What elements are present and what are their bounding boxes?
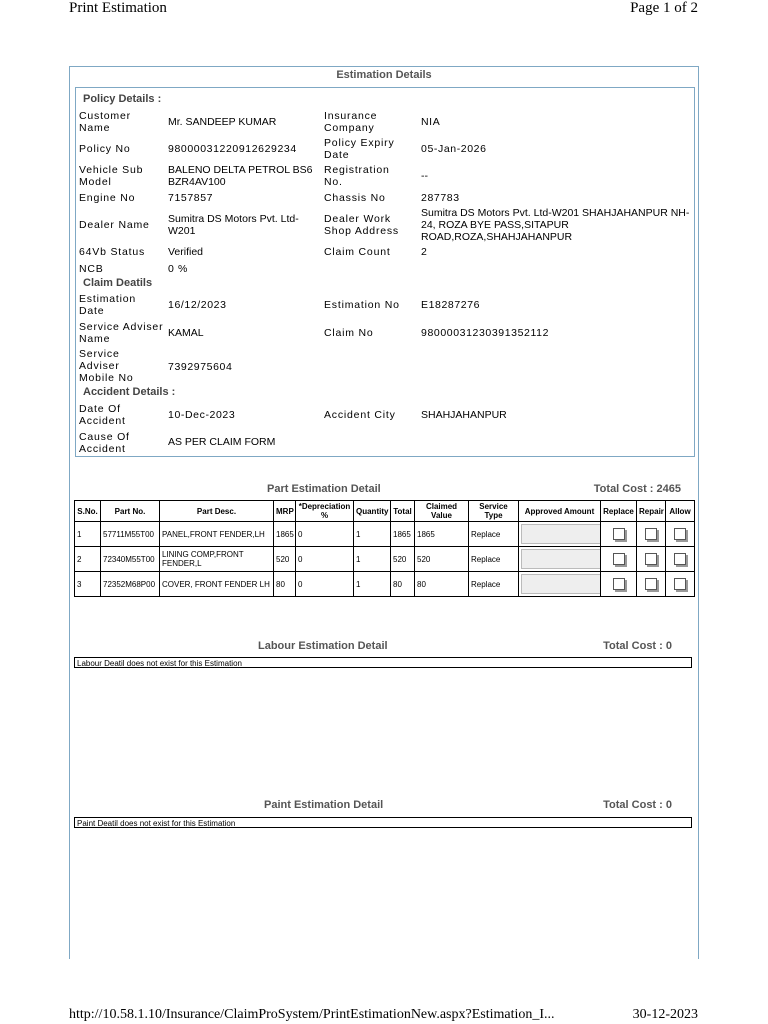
table-row <box>75 572 695 597</box>
allow-checkbox[interactable] <box>674 553 686 565</box>
accident-details-heading: Accident Details : <box>83 386 176 398</box>
table-cell: 1 <box>354 547 391 572</box>
table-cell: 1 <box>354 522 391 547</box>
column-header: Service Type <box>469 501 519 522</box>
approved-amount-cell <box>519 522 601 547</box>
registration-value: -- <box>421 170 428 182</box>
chassis-no-value: 287783 <box>421 192 460 204</box>
accident-date-value: 10-Dec-2023 <box>168 409 236 421</box>
estimation-no-label: Estimation No <box>324 299 400 311</box>
replace-checkbox[interactable] <box>613 553 625 565</box>
column-header: MRP <box>274 501 296 522</box>
repair-checkbox[interactable] <box>645 553 657 565</box>
dealer-address-label: Dealer Work Shop Address <box>324 213 399 237</box>
policy-no-label: Policy No <box>79 143 131 155</box>
replace-checkbox[interactable] <box>613 578 625 590</box>
insurance-company-value: NIA <box>421 116 441 128</box>
approved-amount-cell <box>519 572 601 597</box>
page-url: http://10.58.1.10/Insurance/ClaimProSystem/PrintEstimationNew.aspx?Estimation_I... <box>69 1007 555 1022</box>
ncb-value: 0 % <box>168 263 188 275</box>
table-cell: 520 <box>415 547 469 572</box>
part-estimation-title: Part Estimation Detail <box>267 483 381 495</box>
column-header: Allow <box>666 501 695 522</box>
estimation-title: Estimation Details <box>336 69 432 81</box>
table-cell: 57711M55T00 <box>101 522 160 547</box>
policy-no-value: 98000031220912629234 <box>168 143 297 155</box>
table-cell: 72340M55T00 <box>101 547 160 572</box>
column-header: Approved Amount <box>519 501 601 522</box>
part-estimation-table <box>74 500 695 597</box>
table-cell: Replace <box>469 547 519 572</box>
customer-name-label: Customer Name <box>79 110 131 134</box>
estimation-no-value: E18287276 <box>421 299 481 311</box>
ncb-label: NCB <box>79 263 104 275</box>
table-row <box>75 547 695 572</box>
policy-expiry-value: 05-Jan-2026 <box>421 143 487 155</box>
replace-cell <box>601 547 637 572</box>
column-header: Part No. <box>101 501 160 522</box>
column-header: Total <box>391 501 415 522</box>
table-cell: 1865 <box>391 522 415 547</box>
table-cell: 80 <box>391 572 415 597</box>
service-adviser-label: Service Adviser Name <box>79 321 164 345</box>
page-number: Page 1 of 2 <box>630 0 698 16</box>
replace-checkbox[interactable] <box>613 528 625 540</box>
table-cell: 520 <box>391 547 415 572</box>
paint-empty-note: Paint Deatil does not exist for this Estimation <box>74 817 692 828</box>
column-header: Claimed Value <box>415 501 469 522</box>
estimation-date-value: 16/12/2023 <box>168 299 227 311</box>
adviser-mobile-label: Service Adviser Mobile No <box>79 348 134 384</box>
accident-city-label: Accident City <box>324 409 396 421</box>
dealer-name-value: Sumitra DS Motors Pvt. Ltd-W201 <box>168 213 299 237</box>
claim-count-label: Claim Count <box>324 246 391 258</box>
policy-expiry-label: Policy Expiry Date <box>324 137 395 161</box>
table-cell: 0 <box>296 547 354 572</box>
column-header: *Depreciation % <box>296 501 354 522</box>
table-cell: 520 <box>274 547 296 572</box>
table-cell: 80 <box>274 572 296 597</box>
table-row <box>75 522 695 547</box>
claim-details-heading: Claim Deatils <box>83 277 153 289</box>
accident-cause-label: Cause Of Accident <box>79 431 130 455</box>
column-header: Replace <box>601 501 637 522</box>
table-cell: 1 <box>354 572 391 597</box>
chassis-no-label: Chassis No <box>324 192 386 204</box>
approved-amount-input[interactable] <box>521 549 601 569</box>
accident-date-label: Date Of Accident <box>79 403 126 427</box>
claim-no-value: 98000031230391352112 <box>421 327 550 339</box>
paint-total-cost: Total Cost : 0 <box>603 799 672 811</box>
vehicle-model-value: BALENO DELTA PETROL BS6 BZR4AV100 <box>168 164 313 188</box>
status-64vb-value: Verified <box>168 246 204 258</box>
table-cell: Replace <box>469 522 519 547</box>
allow-cell <box>666 572 695 597</box>
approved-amount-input[interactable] <box>521 524 601 544</box>
engine-no-label: Engine No <box>79 192 136 204</box>
allow-cell <box>666 522 695 547</box>
table-cell: 80 <box>415 572 469 597</box>
print-title: Print Estimation <box>69 0 167 16</box>
labour-empty-note: Labour Deatil does not exist for this Estimation <box>74 657 692 668</box>
table-cell: 0 <box>296 522 354 547</box>
table-cell: LINING COMP,FRONT FENDER,L <box>160 547 274 572</box>
table-cell: Replace <box>469 572 519 597</box>
accident-cause-value: AS PER CLAIM FORM <box>168 436 276 448</box>
labour-total-cost: Total Cost : 0 <box>603 640 672 652</box>
table-cell: 1865 <box>274 522 296 547</box>
allow-checkbox[interactable] <box>674 528 686 540</box>
replace-cell <box>601 572 637 597</box>
table-cell: PANEL,FRONT FENDER,LH <box>160 522 274 547</box>
column-header: S.No. <box>75 501 101 522</box>
approved-amount-input[interactable] <box>521 574 601 594</box>
repair-cell <box>637 547 666 572</box>
insurance-company-label: Insurance Company <box>324 110 378 134</box>
column-header: Quantity <box>354 501 391 522</box>
table-cell: COVER, FRONT FENDER LH <box>160 572 274 597</box>
part-total-cost: Total Cost : 2465 <box>593 483 681 495</box>
table-cell: 1865 <box>415 522 469 547</box>
column-header: Part Desc. <box>160 501 274 522</box>
adviser-mobile-value: 7392975604 <box>168 361 233 373</box>
policy-details-heading: Policy Details : <box>83 93 162 105</box>
repair-checkbox[interactable] <box>645 528 657 540</box>
service-adviser-value: KAMAL <box>168 327 204 339</box>
status-64vb-label: 64Vb Status <box>79 246 146 258</box>
claim-count-value: 2 <box>421 246 427 258</box>
policy-box <box>75 87 695 457</box>
repair-cell <box>637 522 666 547</box>
vehicle-model-label: Vehicle Sub Model <box>79 164 144 188</box>
engine-no-value: 7157857 <box>168 192 214 204</box>
table-cell: 0 <box>296 572 354 597</box>
print-date: 30-12-2023 <box>632 1007 698 1022</box>
allow-checkbox[interactable] <box>674 578 686 590</box>
labour-estimation-title: Labour Estimation Detail <box>258 640 388 652</box>
repair-cell <box>637 572 666 597</box>
customer-name-value: Mr. SANDEEP KUMAR <box>168 116 277 128</box>
table-cell: 2 <box>75 547 101 572</box>
dealer-name-label: Dealer Name <box>79 219 150 231</box>
table-cell: 3 <box>75 572 101 597</box>
accident-city-value: SHAHJAHANPUR <box>421 409 507 421</box>
repair-checkbox[interactable] <box>645 578 657 590</box>
replace-cell <box>601 522 637 547</box>
table-cell: 72352M68P00 <box>101 572 160 597</box>
allow-cell <box>666 547 695 572</box>
registration-label: Registration No. <box>324 164 390 188</box>
claim-no-label: Claim No <box>324 327 374 339</box>
column-header: Repair <box>637 501 666 522</box>
dealer-address-value: Sumitra DS Motors Pvt. Ltd-W201 SHAHJAHANPUR NH-24, ROZA BYE PASS,SITAPUR ROAD,ROZA,SHAHJAHANPUR <box>421 207 690 243</box>
paint-estimation-title: Paint Estimation Detail <box>264 799 384 811</box>
estimation-date-label: Estimation Date <box>79 293 137 317</box>
table-cell: 1 <box>75 522 101 547</box>
approved-amount-cell <box>519 547 601 572</box>
